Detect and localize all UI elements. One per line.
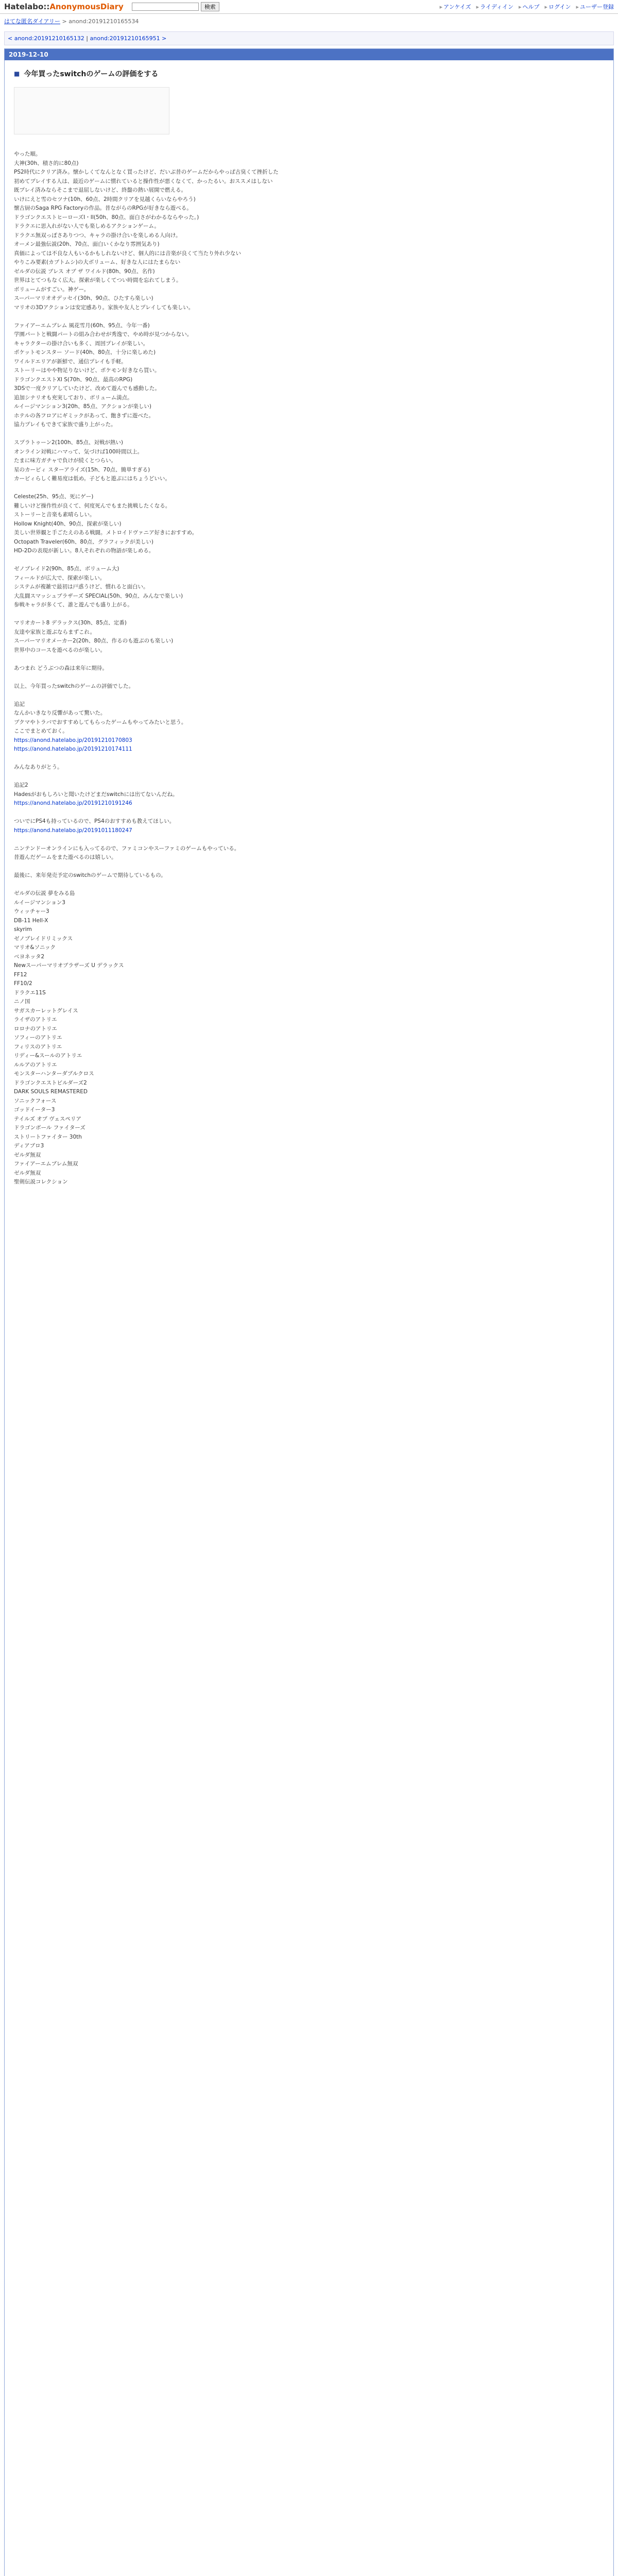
body-line: ゼルダ無双 — [14, 1151, 41, 1158]
body-line — [14, 835, 604, 844]
body-line: ソニックフォース — [14, 1097, 57, 1104]
body-line — [14, 772, 604, 782]
body-line: なんかいきなり反響があって驚いた。 — [14, 710, 106, 716]
body-line: マリオ&ソニック — [14, 944, 56, 951]
logo-right: AnonymousDiary — [49, 2, 124, 11]
body-line: 大乱闘スマッシュブラザーズ SPECIAL(50h、90点、みんなで楽しい) — [14, 592, 183, 599]
body-line: HD-2Dの表現が新しい。8人それぞれの物語が楽しめる。 — [14, 548, 154, 554]
body-line: ストリートファイター 30th — [14, 1133, 82, 1140]
body-line — [14, 484, 604, 493]
day-section — [4, 48, 614, 2576]
arrow-icon: ▸ — [576, 4, 579, 10]
body-line: 追記 — [14, 701, 25, 707]
body-line: いけにえと雪のセツナ(10h、60点、2時間クリアを見越くらいならやろう) — [14, 196, 196, 202]
entry-link[interactable]: https://anond.hatelabo.jp/20191210191246 — [14, 800, 132, 806]
body-line: 星のカービィ スターアライズ(15h、70点、簡単すぎる) — [14, 466, 150, 473]
body-line: ついでにPS4も持っているので、PS4のおすすめも教えてほしい。 — [14, 818, 175, 824]
body-line: DB-11 Hell-X — [14, 917, 48, 924]
body-line: Celeste(25h、95点、死にゲー) — [14, 494, 94, 500]
body-line: 追記2 — [14, 782, 28, 788]
body-line: FF12 — [14, 971, 27, 978]
body-line: 懐古厨のSaga RPG Factoryの作品。昔ながらのRPGが好きなら遊べる。 — [14, 205, 192, 211]
body-line: フィリスのアトリエ — [14, 1043, 62, 1050]
entry-section — [5, 60, 613, 1195]
body-line: オーメン最強伝説(20h、70点、面白いくかなり雰囲気あり) — [14, 241, 160, 247]
body-line: 初めてプレイする人は、最近のゲームに慣れていると操作性が悪くなくて、かったるい。おススメはしない — [14, 178, 273, 184]
breadcrumb: はてな匿名ダイアリー > anond:20191210165534 — [4, 18, 139, 25]
arrow-icon: ▸ — [518, 4, 522, 10]
entry-pager: < anond:20191210165132 | anond:20191210165951 > — [4, 31, 614, 45]
toplink-4[interactable]: ▸ ログイン — [544, 4, 571, 10]
body-line: 昔遊んだゲームをまた遊べるのは嬉しい。 — [14, 854, 117, 860]
body-line: PS2時代にクリア済み。懐かしくてなんとなく買ったけど、だいぶ昔のゲームだからやっぱ古臭くて挫折した — [14, 169, 279, 175]
body-line: マリオカート8 デラックス(30h、85点、定番) — [14, 620, 127, 626]
body-line: ルイージマンション3(20h、85点、アクションが楽しい) — [14, 403, 152, 410]
body-line: ストーリーはやや物足りないけど、ポケモン好きなら買い。 — [14, 367, 160, 374]
body-line — [14, 799, 604, 808]
body-line: ゼノブレイド2(90h、85点、ボリューム大) — [14, 566, 119, 572]
body-line — [14, 862, 604, 872]
body-line: ドラゴンクエストビルダーズ2 — [14, 1079, 87, 1086]
body-line: あつまれ どうぶつの森は来年に期待。 — [14, 665, 108, 671]
body-line: ドラゴンボール ファイターズ — [14, 1125, 85, 1131]
body-line: ドラゴンクエストヒーローズI・II(50h、80点、面白さがわかるならやった。) — [14, 214, 199, 221]
body-line: やりこみ要素(カブトムシ)の大ボリューム、好きな人にはたまらない — [14, 259, 181, 265]
entry-link[interactable]: https://anond.hatelabo.jp/20191011180247 — [14, 827, 132, 834]
section-mark-icon: ■ — [14, 70, 20, 77]
body-line: ドラクエに思入れがない人でも楽しめるアクションゲーム。 — [14, 223, 160, 229]
toplink-1[interactable]: ▸ アンケイズ — [439, 4, 471, 10]
body-line: Hollow Knight(40h、90点、探索が楽しい) — [14, 520, 122, 527]
body-line: フィールドが広大で、探索が楽しい。 — [14, 574, 106, 581]
body-line: ドラゴンクエストXI S(70h、90点、最高のRPG) — [14, 376, 133, 383]
body-line: 真価によっては不良な人もいるかもしれないけど、個人的には音楽が良くて当たり外れ少ない — [14, 250, 241, 257]
body-line — [14, 556, 604, 565]
top-bar — [0, 0, 618, 14]
body-line: スーパーマリオオデッセイ(30h、90点、ひたすら楽しい) — [14, 295, 153, 301]
body-line: みんなありがとう。 — [14, 764, 63, 770]
body-line: システムが複雑で最初は戸惑うけど、慣れると面白い。 — [14, 584, 149, 590]
ad-placeholder — [14, 87, 169, 134]
body-line — [14, 655, 604, 664]
body-line: ゼルダ無双 — [14, 1170, 41, 1176]
top-links — [440, 3, 614, 11]
body-line: ルイージマンション3 — [14, 899, 65, 906]
body-line: Newスーパーマリオブラザーズ U デラックス — [14, 962, 124, 969]
body-line: ロロナのアトリエ — [14, 1025, 57, 1032]
body-line: 難しいけど操作性が良くて、何度死んでもまた挑戦したくなる。 — [14, 502, 171, 509]
next-entry-link[interactable]: anond:20191210165951 > — [90, 35, 167, 42]
body-line: 世界はとてつもなく広大。探索が楽しくてつい時間を忘れてしまう。 — [14, 277, 182, 283]
prev-entry-link[interactable]: < anond:20191210165132 — [8, 35, 84, 42]
body-line: スプラトゥーン2(100h、85点、対戦が熱い) — [14, 439, 123, 446]
toplink-5[interactable]: ▸ ユーザー登録 — [576, 4, 614, 10]
body-line — [14, 745, 604, 754]
body-line: 参戦キャラが多くて、誰と遊んでも盛り上がる。 — [14, 602, 133, 608]
body-line: ファイアーエムブレム 風花雪月(60h、95点、今年一番) — [14, 322, 150, 329]
body-line: ドラクエ無双っぽさありつつ、キャラの掛け合いを楽しめる人向け。 — [14, 232, 181, 239]
body-line: ワイルドエリアが新鮮で、通信プレイも手軽。 — [14, 358, 127, 365]
day-date: 2019-12-10 — [5, 49, 613, 60]
body-line — [14, 673, 604, 682]
entry-link[interactable]: https://anond.hatelabo.jp/20191210174111 — [14, 746, 132, 752]
body-line: マリオの3Dアクションは安定感あり。家族や友人とプレイしても楽しい。 — [14, 304, 194, 311]
body-line: ライザのアトリエ — [14, 1016, 57, 1023]
body-line: ニンテンドーオンラインにも入ってるので、ファミコンやスーファミのゲームもやっている。 — [14, 845, 240, 852]
body-line: 3DSで一度クリアしていたけど、改めて遊んでも感動した。 — [14, 385, 160, 392]
body-line: ドラクエ11S — [14, 989, 46, 996]
arrow-icon: ▸ — [544, 4, 548, 10]
body-line: ストーリーと音楽も素晴らしい。 — [14, 512, 95, 518]
body-line: やった順。 — [14, 151, 41, 157]
body-line: ニノ国 — [14, 998, 30, 1005]
body-line: ボリュームがすごい。神ゲー。 — [14, 286, 90, 293]
body-line: ホテルの各フロアにギミックがあって、飽きずに遊べた。 — [14, 412, 154, 419]
body-line: ウィッチャー3 — [14, 908, 49, 914]
body-line: 協力プレイもできて家族で盛り上がった。 — [14, 421, 116, 428]
body-line: ブクマやトラバでおすすめしてもらったゲームもやってみたいと思う。 — [14, 719, 187, 725]
entry-title-text: 今年買ったswitchのゲームの評価をする — [24, 70, 159, 78]
body-line: オンライン対戦にハマって、気づけば100時間以上。 — [14, 448, 143, 455]
arrow-icon: ▸ — [476, 4, 479, 10]
body-line: 学園パートと戦闘パートの組み合わせが秀逸で、やめ時が見つからない。 — [14, 331, 193, 337]
body-line: モンスターハンターダブルクロス — [14, 1071, 94, 1077]
breadcrumb-home-link[interactable]: はてな匿名ダイアリー — [4, 18, 61, 25]
body-line: サガスカーレットグレイス — [14, 1007, 78, 1014]
site-logo[interactable] — [4, 2, 124, 11]
body-line: Octopath Traveler(60h、80点、グラフィックが美しい) — [14, 538, 154, 545]
body-line: 最後に、来年発売予定のswitchのゲームで期待しているもの。 — [14, 872, 166, 878]
body-line: 世界中のコースを遊べるのが楽しい。 — [14, 647, 106, 653]
body-line: FF10/2 — [14, 980, 32, 987]
body-line — [14, 736, 604, 745]
body-line — [14, 312, 604, 321]
body-line: 追加シナリオも充実しており、ボリューム満点。 — [14, 394, 133, 401]
body-line — [14, 754, 604, 764]
body-line: ソフィーのアトリエ — [14, 1035, 62, 1041]
body-line: キャラクターの掛け合いも多く、周回プレイが楽しい。 — [14, 340, 149, 347]
body-line: Hadesがおもしろいと聞いたけどまだswitchには出てないんだね。 — [14, 791, 178, 798]
body-line: 友達や家族と遊ぶならまずこれ。 — [14, 629, 96, 635]
body-line: 聖剣伝説コレクション — [14, 1179, 68, 1185]
body-line: スーパーマリオメーカー2(20h、80点、作るのも遊ぶのも楽しい) — [14, 638, 174, 644]
arrow-icon: ▸ — [439, 4, 443, 10]
body-line: ディアブロ3 — [14, 1143, 44, 1149]
entry-link[interactable]: https://anond.hatelabo.jp/20191210170803 — [14, 737, 132, 743]
body-line: 大神(30h、積さ的に80点) — [14, 160, 79, 166]
body-line: 美しい世界観と手ごたえのある戦闘。メトロイドヴァニア好きにおすすめ。 — [14, 530, 198, 536]
entry-title — [14, 69, 604, 79]
body-line: 既プレイ済みならそこまで退屈しないけど、終盤の熱い展開で燃える。 — [14, 187, 187, 193]
entry-body — [14, 150, 604, 1187]
body-line — [14, 880, 604, 890]
body-line — [14, 430, 604, 439]
body-line: 以上、今年買ったswitchのゲームの評価でした。 — [14, 683, 134, 689]
body-line: ゼルダの伝説 ブレス オブ ザ ワイルド(80h、90点、名作) — [14, 268, 155, 275]
body-line: DARK SOULS REMASTERED — [14, 1089, 88, 1095]
body-line: ここでまとめておく。 — [14, 728, 68, 734]
search-input[interactable] — [132, 3, 199, 11]
body-line — [14, 808, 604, 818]
body-line — [14, 691, 604, 700]
search-button[interactable]: 検索 — [201, 2, 219, 11]
body-line — [14, 610, 604, 619]
body-line: ゴッドイーター3 — [14, 1107, 55, 1113]
body-line: たまに味方ガチャで負けが続くとつらい。 — [14, 457, 116, 464]
body-line: ルルアのアトリエ — [14, 1061, 57, 1068]
logo-left: Hatelabo:: — [4, 2, 50, 11]
toplink-3[interactable]: ▸ ヘルプ — [518, 4, 540, 10]
body-line — [14, 826, 604, 836]
body-line: リディー&スールのアトリエ — [14, 1053, 82, 1059]
body-line: skyrim — [14, 926, 32, 933]
body-line: ゼルダの伝説 夢をみる島 — [14, 890, 75, 896]
toplink-2[interactable]: ▸ ライディイン — [476, 4, 513, 10]
breadcrumb-current: anond:20191210165534 — [68, 18, 139, 25]
body-line: ポケットモンスター ソード(40h、80点、十分に楽しめた) — [14, 349, 156, 355]
body-line: ファイアーエムブレム無双 — [14, 1161, 78, 1167]
body-line: ゼノブレイドリミックス — [14, 935, 73, 942]
body-line: カービィらしく難易度は低め。子どもと遊ぶにはちょうどいい。 — [14, 476, 170, 482]
body-line: テイルズ オブ ヴェスペリア — [14, 1115, 81, 1122]
body-line: ベヨネッタ2 — [14, 953, 45, 960]
